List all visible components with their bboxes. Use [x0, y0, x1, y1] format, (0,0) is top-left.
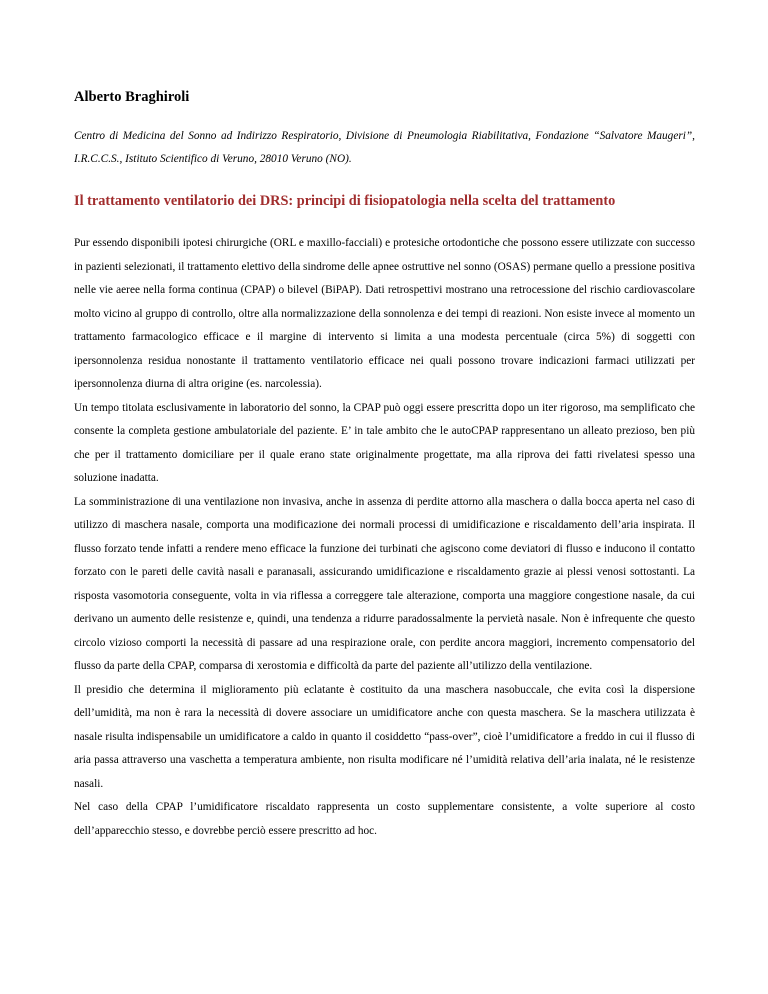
body-paragraph: Un tempo titolata esclusivamente in laboratorio del sonno, la CPAP può oggi essere prescritta dopo un iter rigoroso, ma semplificato che consente la completa gestione ambulatoriale del paziente. E’ in tale ambito che le autoCPAP rappresentano un alleato prezioso, ben più che per il trattamento domiciliare per il quale erano state originalmente progettate, ma alla riprova dei fatti rivelatesi spesso una soluzione inadatta.	[74, 401, 695, 484]
article-title: Il trattamento ventilatorio dei DRS: principi di fisiopatologia nella scelta del trattamento	[74, 193, 616, 209]
body-paragraph: La somministrazione di una ventilazione non invasiva, anche in assenza di perdite attorno alla maschera o dalla bocca aperta nel caso di utilizzo di maschera nasale, comporta una modificazione dei normali processi di umidificazione e riscaldamento dell’aria inspirata. Il flusso forzato tende infatti a rendere meno efficace la funzione dei turbinati che agiscono come deviatori di flusso e inducono il contatto forzato con le pareti delle cavità nasali e paranasali, assicurando umidificazione e riscaldamento grazie ai plessi venosi sottostanti. La risposta vasomotoria conseguente, volta in via riflessa a correggere tale alterazione, comporta una maggiore congestione nasale, da cui derivano un aumento delle resistenze e, quindi, una tendenza a ridurre paradossalmente la pervietà nasale. Non è infrequente che questo circolo vizioso comporti la necessità di passare ad una respirazione orale, con perdite ancora maggiori, incremento compensatorio del flusso da parte della CPAP, comparsa di xerostomia e difficoltà da parte del paziente all’utilizzo della ventilazione.	[74, 495, 695, 672]
body-paragraph: Nel caso della CPAP l’umidificatore riscaldato rappresenta un costo supplementare consistente, a volte superiore al costo dell’apparecchio stesso, e dovrebbe perciò essere prescritto ad hoc.	[74, 801, 695, 837]
body-paragraph: Pur essendo disponibili ipotesi chirurgiche (ORL e maxillo-facciali) e protesiche ortodontiche che possono essere utilizzate con successo in pazienti selezionati, il trattamento elettivo della sindrome delle apnee ostruttive nel sonno (OSAS) permane quello a pressione positiva nelle vie aeree nella forma continua (CPAP) o bilevel (BiPAP). Dati retrospettivi mostrano una retrocessione del rischio cardiovascolare molto vicino al gruppo di controllo, oltre alla normalizzazione della sonnolenza e dei tempi di reazioni. Non esiste invece al momento un trattamento farmacologico efficace e il margine di intervento si limita a una modesta percentuale (circa 5%) di soggetti con ipersonnolenza residua nonostante il trattamento ventilatorio efficace nei quali possono trovare indicazioni farmaci utilizzati per ipersonnolenza diurna di altra origine (es. narcolessia).	[74, 237, 695, 390]
body-paragraph: Il presidio che determina il miglioramento più eclatante è costituito da una maschera nasobuccale, che evita così la dispersione dell’umidità, ma non è rara la necessità di dovere associare un umidificatore anche con questa maschera. Se la maschera utilizzata è nasale risulta indispensabile un umidificatore a caldo in quanto il cosiddetto “pass-over”, cioè l’umidificatore a freddo in cui il flusso di aria passa attraverso una vaschetta a temperatura ambiente, non risulta modificare né l’umidità relativa dell’aria inalata, né le resistenze nasali.	[74, 683, 695, 790]
author-affiliation: Centro di Medicina del Sonno ad Indirizzo Respiratorio, Divisione di Pneumologia Riabilitativa, Fondazione “Salvatore Maugeri”, I.R.C.C.S., Istituto Scientifico di Veruno, 28010 Veruno (NO).	[74, 130, 695, 165]
author-name: Alberto Braghiroli	[74, 89, 190, 105]
article-body	[74, 232, 695, 843]
